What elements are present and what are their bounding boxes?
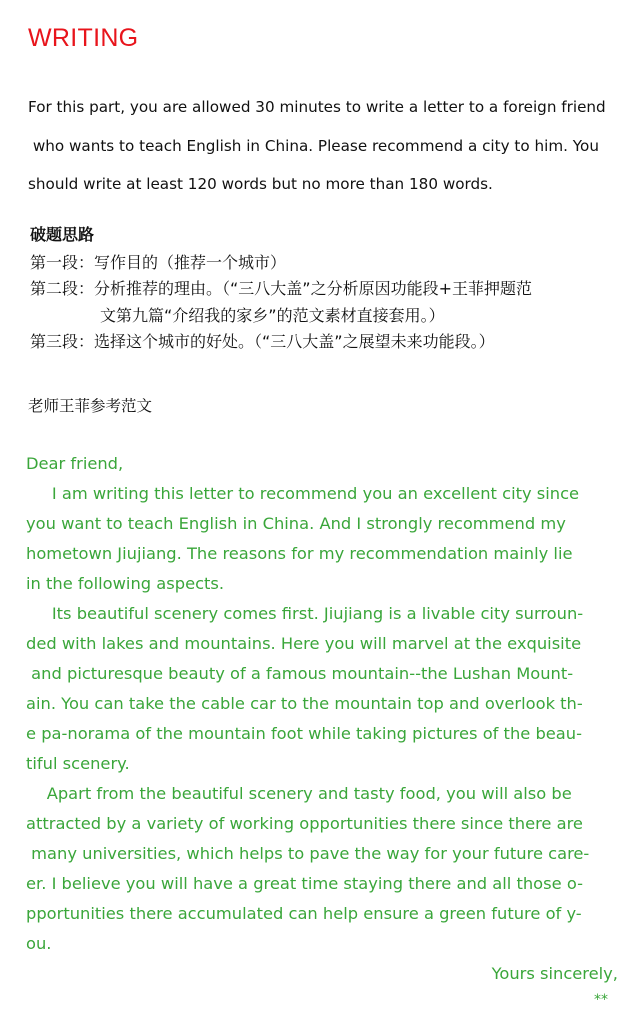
outline-line: 第二段：分析推荐的理由。（“三八大盖”之分析原因功能段+王菲押题范 [30,279,532,299]
outline-heading: 破题思路 [30,225,95,244]
instruction-line: For this part, you are allowed 30 minutes to write a letter to a foreign friend [28,98,606,116]
essay-line: many universities, which helps to pave the way for your future care- [26,844,590,863]
instruction-line: should write at least 120 words but no more than 180 words. [28,175,493,193]
essay-line: ain. You can take the cable car to the mountain top and overlook th- [26,694,583,713]
closing: Yours sincerely, [491,964,618,983]
teacher-label: 老师王菲参考范文 [28,397,153,415]
essay-line: Apart from the beautiful scenery and tasty food, you will also be [26,784,572,803]
outline [30,224,624,357]
essay-line: and picturesque beauty of a famous mountain--the Lushan Mount- [26,664,574,683]
instructions [28,94,618,210]
essay-line: pportunities there accumulated can help ensure a green future of y- [26,904,582,923]
essay-line: ou. [26,934,52,953]
essay-line: you want to teach English in China. And I strongly recommend my [26,514,566,533]
essay-line: Dear friend, [26,454,124,473]
essay-line: attracted by a variety of working opportunities there since there are [26,814,583,833]
essay-line: hometown Jiujiang. The reasons for my recommendation mainly lie [26,544,573,563]
sample-essay [26,451,626,991]
essay-line: er. I believe you will have a great time staying there and all those o- [26,874,583,893]
essay-line: tiful scenery. [26,754,130,773]
essay-line: in the following aspects. [26,574,225,593]
essay-line: Its beautiful scenery comes first. Jiujiang is a livable city surroun- [26,604,584,623]
signature: ** [594,992,608,1008]
essay-line: e pa-norama of the mountain foot while taking pictures of the beau- [26,724,582,743]
section-title: WRITING [28,24,139,52]
outline-line: 第一段：写作目的（推荐一个城市） [30,253,287,272]
instruction-line: who wants to teach English in China. Please recommend a city to him. You [28,136,599,155]
outline-line: 第三段：选择这个城市的好处。（“三八大盖”之展望未来功能段。） [30,332,495,352]
essay-line: ded with lakes and mountains. Here you will marvel at the exquisite [26,634,582,653]
outline-line: 文第九篇“介绍我的家乡”的范文素材直接套用。） [100,305,445,325]
essay-line: I am writing this letter to recommend you an excellent city since [26,484,580,503]
